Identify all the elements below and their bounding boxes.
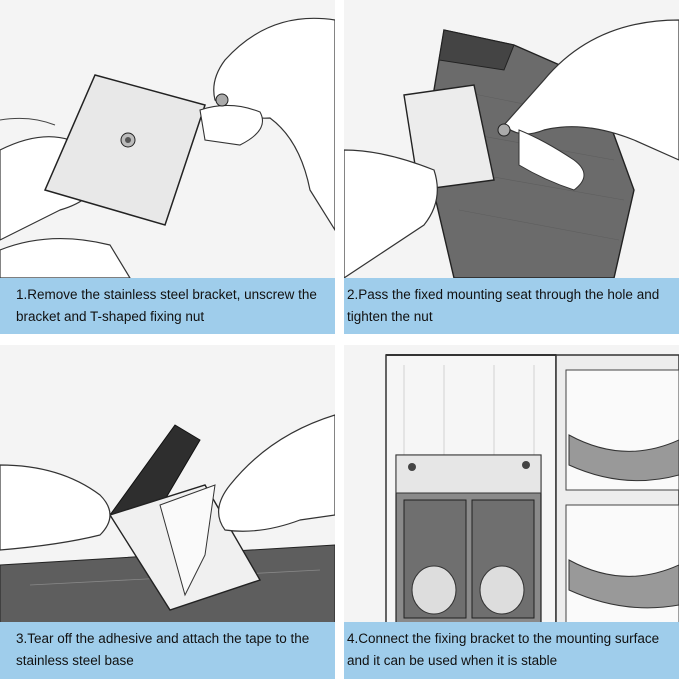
step-1-caption: 1.Remove the stainless steel bracket, unscrew the bracket and T-shaped fixing nut bbox=[0, 278, 335, 334]
step-2-caption: 2.Pass the fixed mounting seat through the hole and tighten the nut bbox=[344, 278, 679, 334]
hanging-organizer bbox=[396, 455, 541, 623]
step-panel-3 bbox=[0, 345, 335, 679]
step-1-illustration bbox=[0, 0, 335, 278]
step-2-illustration bbox=[344, 0, 679, 278]
step-panel-4 bbox=[344, 345, 679, 679]
step-panel-2 bbox=[344, 0, 679, 334]
step-panel-1 bbox=[0, 0, 335, 334]
step-4-illustration bbox=[344, 345, 679, 623]
step-3-caption: 3.Tear off the adhesive and attach the tape to the stainless steel base bbox=[0, 622, 335, 679]
step-3-illustration bbox=[0, 345, 335, 623]
step-4-caption: 4.Connect the fixing bracket to the mounting surface and it can be used when it is stable bbox=[344, 622, 679, 679]
